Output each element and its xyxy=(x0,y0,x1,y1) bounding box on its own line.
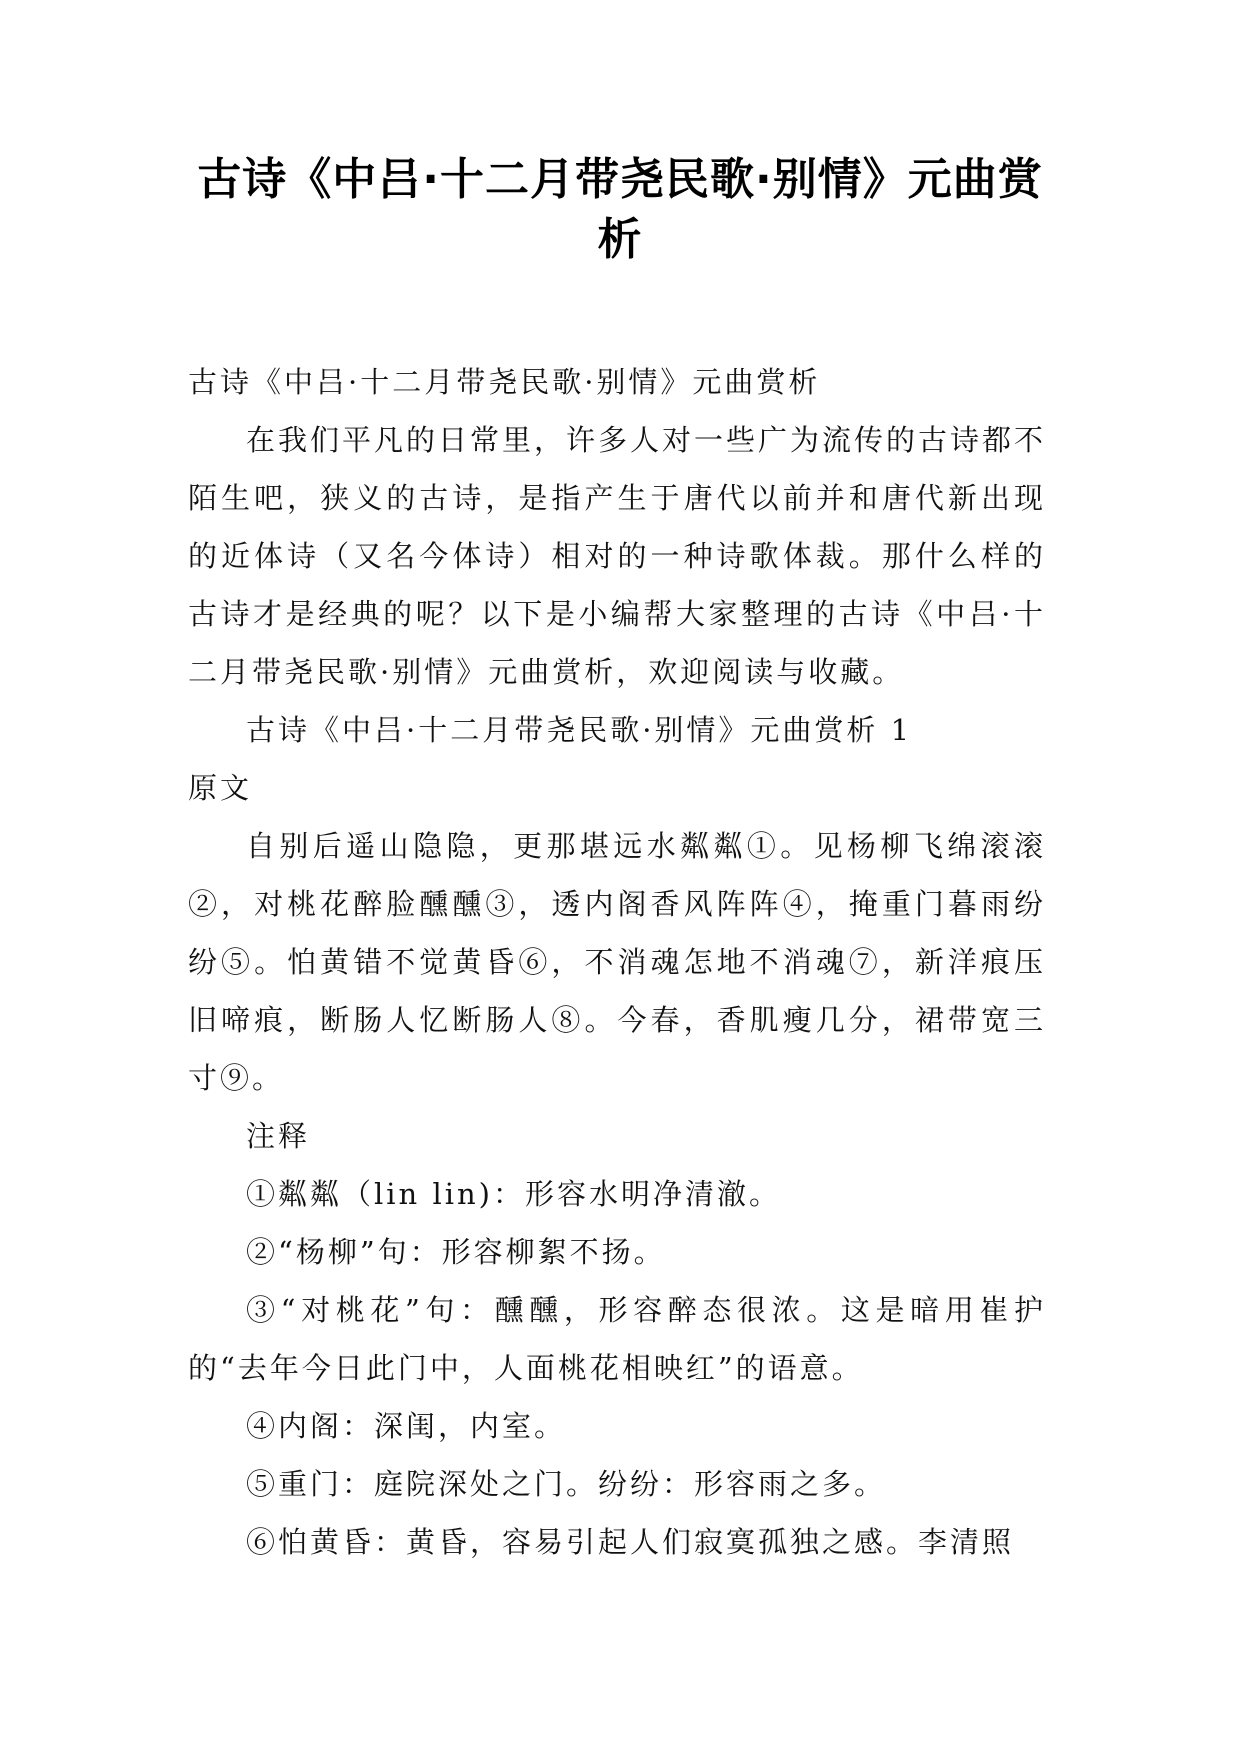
body-heading: 古诗《中吕·十二月带尧民歌·别情》元曲赏析 xyxy=(188,365,821,399)
intro-paragraph: 在我们平凡的日常里，许多人对一些广为流传的古诗都不陌生吧，狭义的古诗，是指产生于唐代以前并和唐代新出现的近体诗（又名今体诗）相对的一种诗歌体裁。那什么样的古诗才是经典的呢？以下是小编帮大家整理的古诗《中吕·十二月带尧民歌·别情》元曲赏析，欢迎阅读与收藏。 xyxy=(188,423,1047,689)
note-item: ⑤重门：庭院深处之门。纷纷：形容雨之多。 xyxy=(246,1467,887,1501)
note-item: ②“杨柳”句：形容柳絮不扬。 xyxy=(246,1235,666,1269)
document-body xyxy=(188,353,1046,1571)
document-title: 古诗《中吕·十二月带尧民歌·别情》元曲赏析 xyxy=(197,154,1043,265)
note-item: ④内阁：深闺，内室。 xyxy=(246,1409,567,1443)
note-item: ①粼粼（lin lin)：形容水明净清澈。 xyxy=(246,1177,781,1211)
note-item: ③“对桃花”句：醺醺，形容醉态很浓。这是暗用崔护的“去年今日此门中，人面桃花相映红”的语意。 xyxy=(188,1293,1046,1385)
section-heading: 古诗《中吕·十二月带尧民歌·别情》元曲赏析 1 xyxy=(246,713,913,747)
poem-text: 自别后遥山隐隐，更那堪远水粼粼①。见杨柳飞绵滚滚②，对桃花醉脸醺醺③，透内阁香风阵阵④，掩重门暮雨纷纷⑤。怕黄错不觉黄昏⑥，不消魂怎地不消魂⑦，新洋痕压旧啼痕，断肠人忆断肠人⑧。今春，香肌瘦几分，裙带宽三寸⑨。 xyxy=(188,829,1046,1095)
notes-label: 注释 xyxy=(246,1119,311,1153)
original-text-label: 原文 xyxy=(188,771,253,805)
note-item: ⑥怕黄昏：黄昏，容易引起人们寂寞孤独之感。李清照 xyxy=(246,1525,1015,1559)
